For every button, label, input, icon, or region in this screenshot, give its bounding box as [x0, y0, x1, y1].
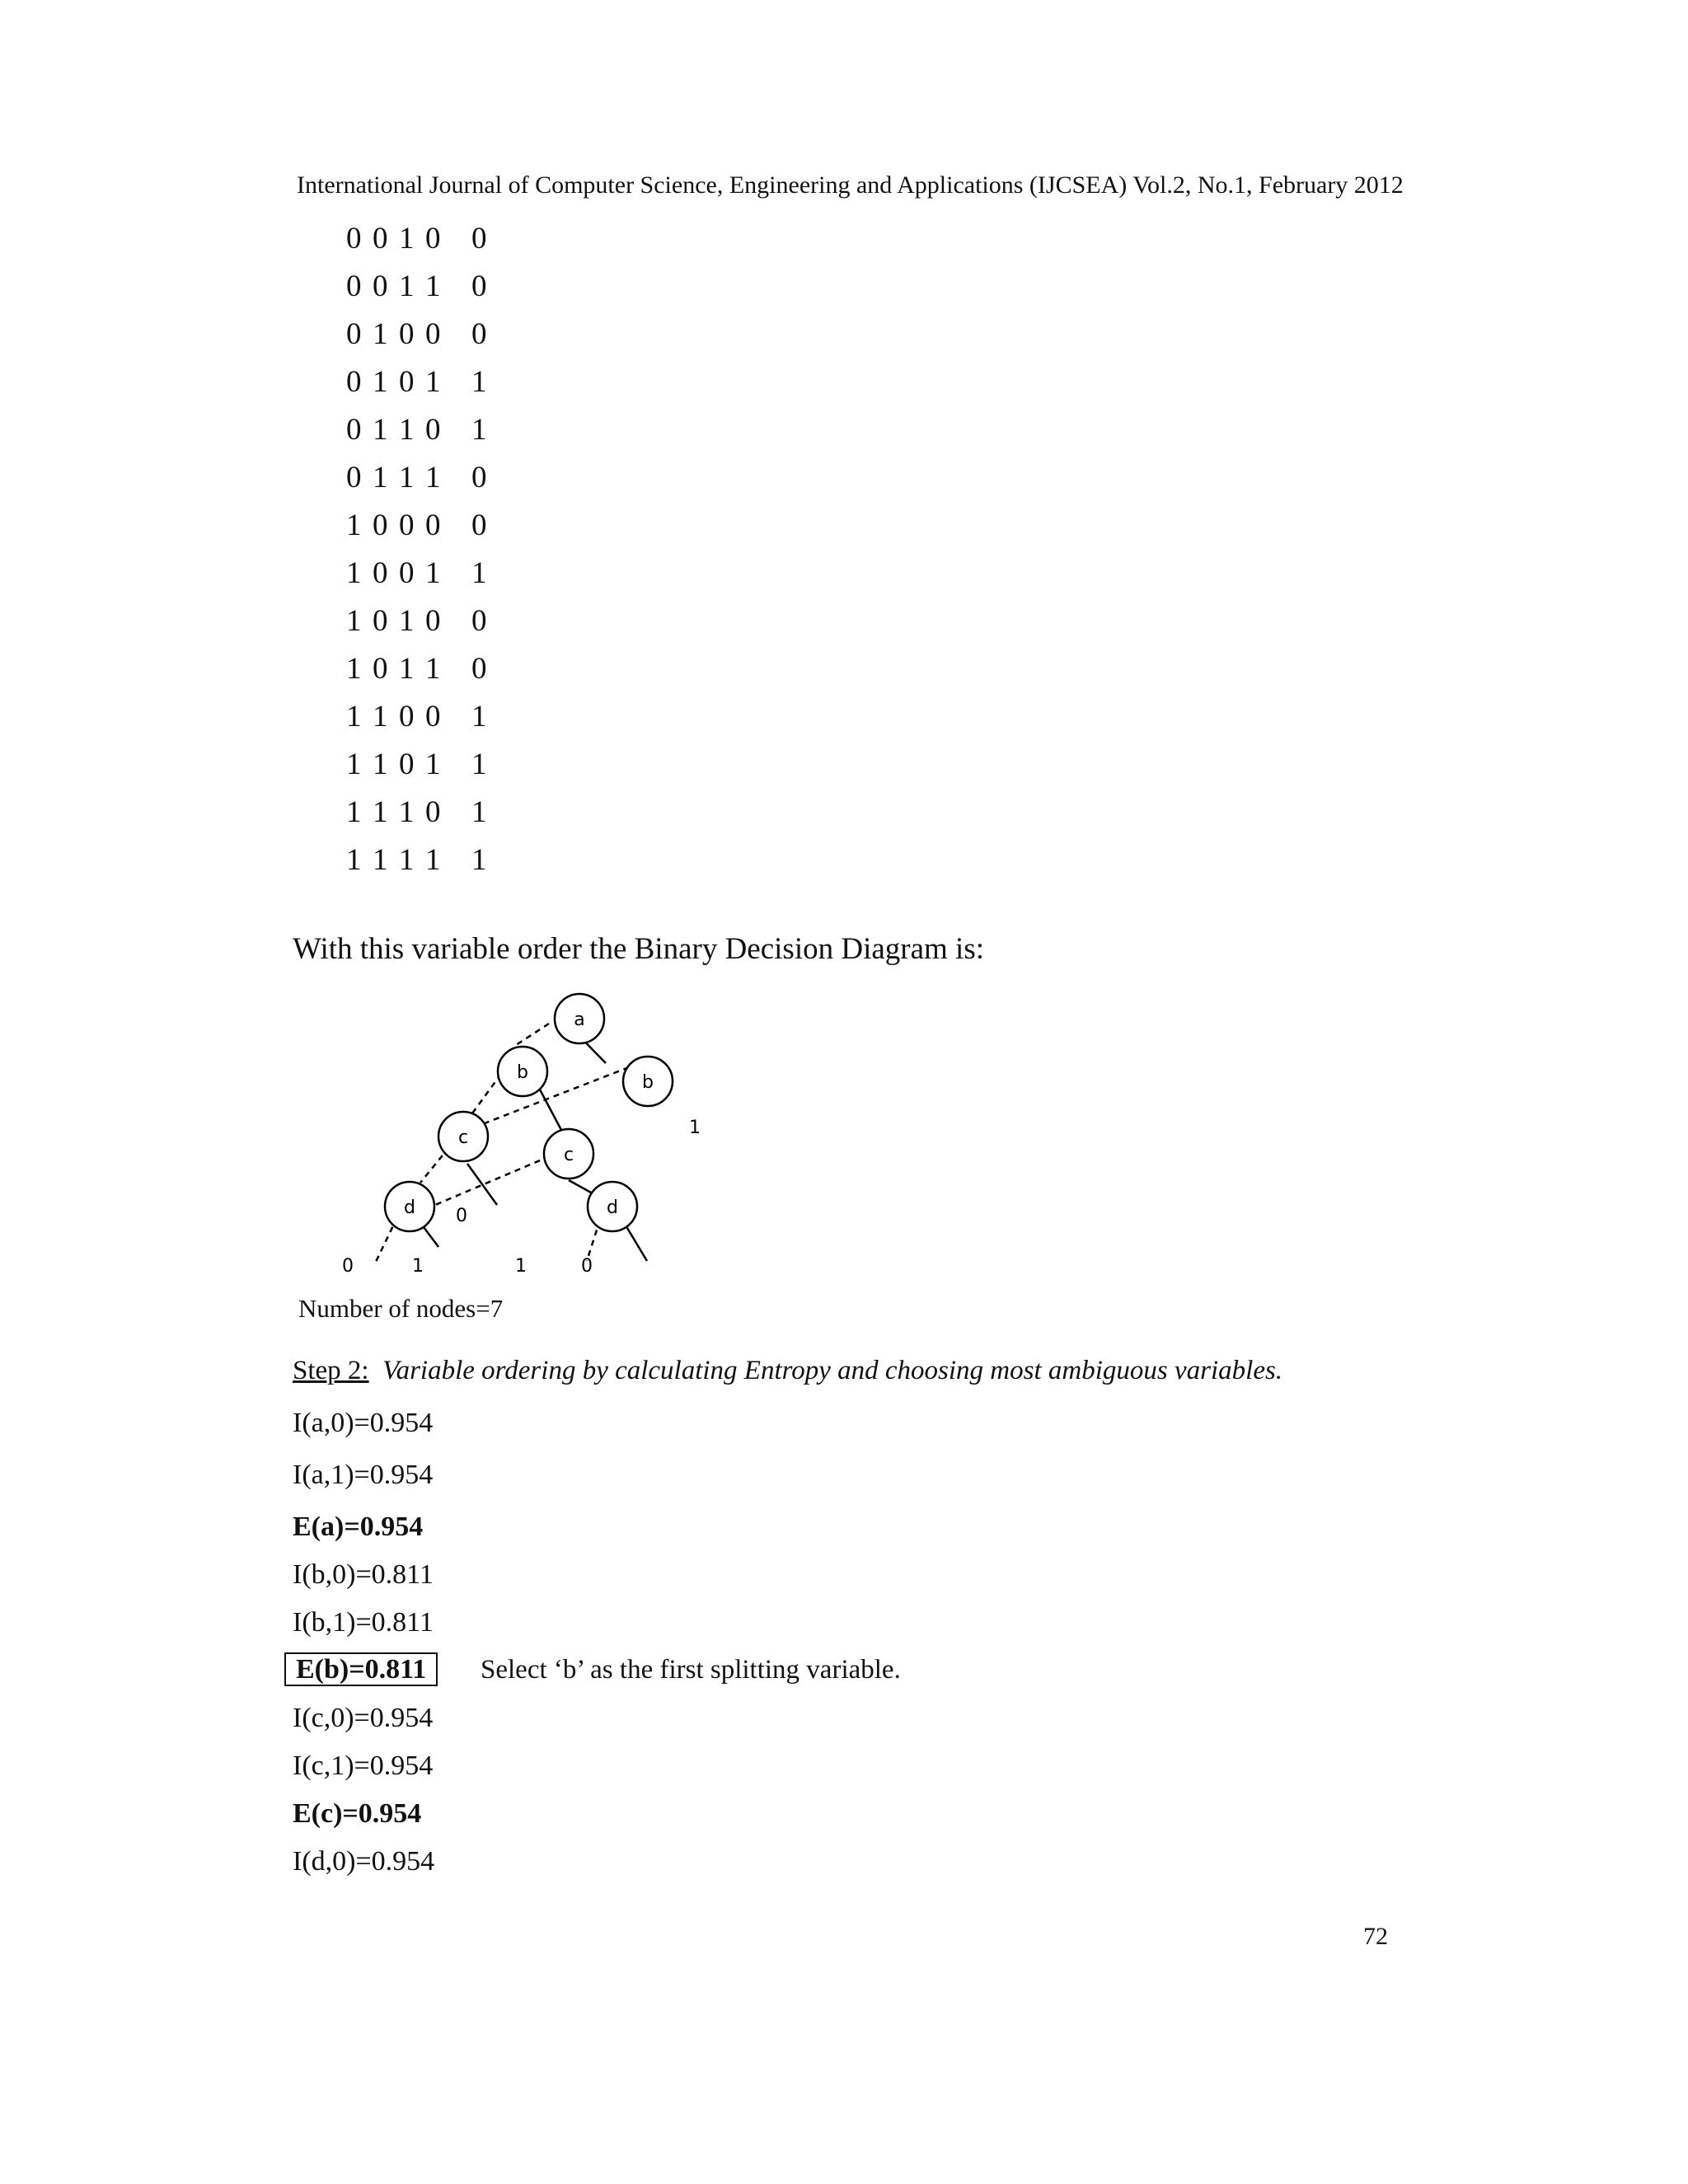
- node-count-text: Number of nodes=7: [298, 1294, 504, 1323]
- entropy-ia0: I(a,0)=0.954: [293, 1408, 434, 1438]
- edge-b-left-high: [540, 1090, 562, 1132]
- entropy-id0: I(d,0)=0.954: [293, 1846, 435, 1877]
- edge-b-left-low: [470, 1074, 501, 1117]
- entropy-ea: E(a)=0.954: [293, 1511, 424, 1542]
- entropy-ib1: I(b,1)=0.811: [293, 1607, 434, 1638]
- entropy-ia1: I(a,1)=0.954: [293, 1460, 434, 1490]
- entropy-eb-boxed: E(b)=0.811: [284, 1652, 438, 1686]
- entropy-eb-line: [293, 1654, 438, 1685]
- step-2-description: Variable ordering by calculating Entropy and choosing most ambiguous variables.: [382, 1356, 1283, 1385]
- terminal-d-left-low: 0: [342, 1256, 354, 1277]
- node-b-left-label: b: [517, 1062, 528, 1083]
- entropy-eb-note: Select ‘b’ as the first splitting variable.: [481, 1655, 901, 1685]
- bdd-intro-text: With this variable order the Binary Decision Diagram is:: [293, 932, 985, 966]
- entropy-ic1: I(c,1)=0.954: [293, 1750, 434, 1781]
- terminal-c-mid-high: 1: [515, 1256, 527, 1277]
- page-number: 72: [1363, 1923, 1388, 1950]
- step-2-label: Step 2:: [293, 1356, 369, 1385]
- node-d-right-label: d: [607, 1197, 618, 1218]
- edge-c-left-high: [467, 1164, 497, 1205]
- terminal-b-right-high: 1: [689, 1118, 701, 1138]
- binary-decision-diagram: [321, 985, 717, 1298]
- entropy-ec: E(c)=0.954: [293, 1798, 422, 1829]
- node-b-right-label: b: [642, 1072, 654, 1093]
- terminal-d-right-low: 0: [581, 1256, 593, 1277]
- step-2-line: [293, 1356, 1282, 1386]
- node-c-left-label: c: [457, 1127, 469, 1148]
- node-a-label: a: [574, 1010, 585, 1030]
- node-c-mid-label: c: [563, 1145, 574, 1165]
- entropy-ib0: I(b,0)=0.811: [293, 1559, 434, 1590]
- entropy-ic0: I(c,0)=0.954: [293, 1703, 434, 1733]
- paper-page: International Journal of Computer Science, Engineering and Applications (IJCSEA) Vol.2, No.1, February 2012 0 0 1 0 0 0 0 1 1 0 0 1 0 0 0 0 1 0 1 1 0 1 1 0 1 0 1 1 1 0 1 0 0 0 0 1 0 0 1 1 1 0 1 0 0 1 0 1 1 0 1 1 0 0 1 1 1 0 1 1 1 1 1 0 1 1 1 1 1 1 With this variable order the Binary Decision Diagram is: a b b c c d d 1 0 0 1 1 0 Number of nodes=7 Step 2: Variable ordering by calculating Entropy and choosing most ambiguous variables. I(a,0)=0.954 I(a,1)=0.954 E(a)=0.954 I(b,0)=0.811 I(b,1)=0.811 E(b)=0.811 Select ‘b’ as the first splitting variable. I(c,0)=0.954 I(c,1)=0.954 E(c)=0.954 I(d,0)=0.954 72: [0, 0, 1688, 2184]
- node-d-left-label: d: [404, 1197, 415, 1218]
- edge-a-low: [513, 1024, 549, 1047]
- terminal-c-left-low: 0: [456, 1206, 467, 1226]
- running-header: International Journal of Computer Science, Engineering and Applications (IJCSEA) Vol.2, No.1, February 2012: [297, 171, 1404, 199]
- bdd-svg: [321, 985, 717, 1298]
- terminal-d-left-high: 1: [412, 1256, 424, 1277]
- edge-b-right-low: [474, 1067, 629, 1127]
